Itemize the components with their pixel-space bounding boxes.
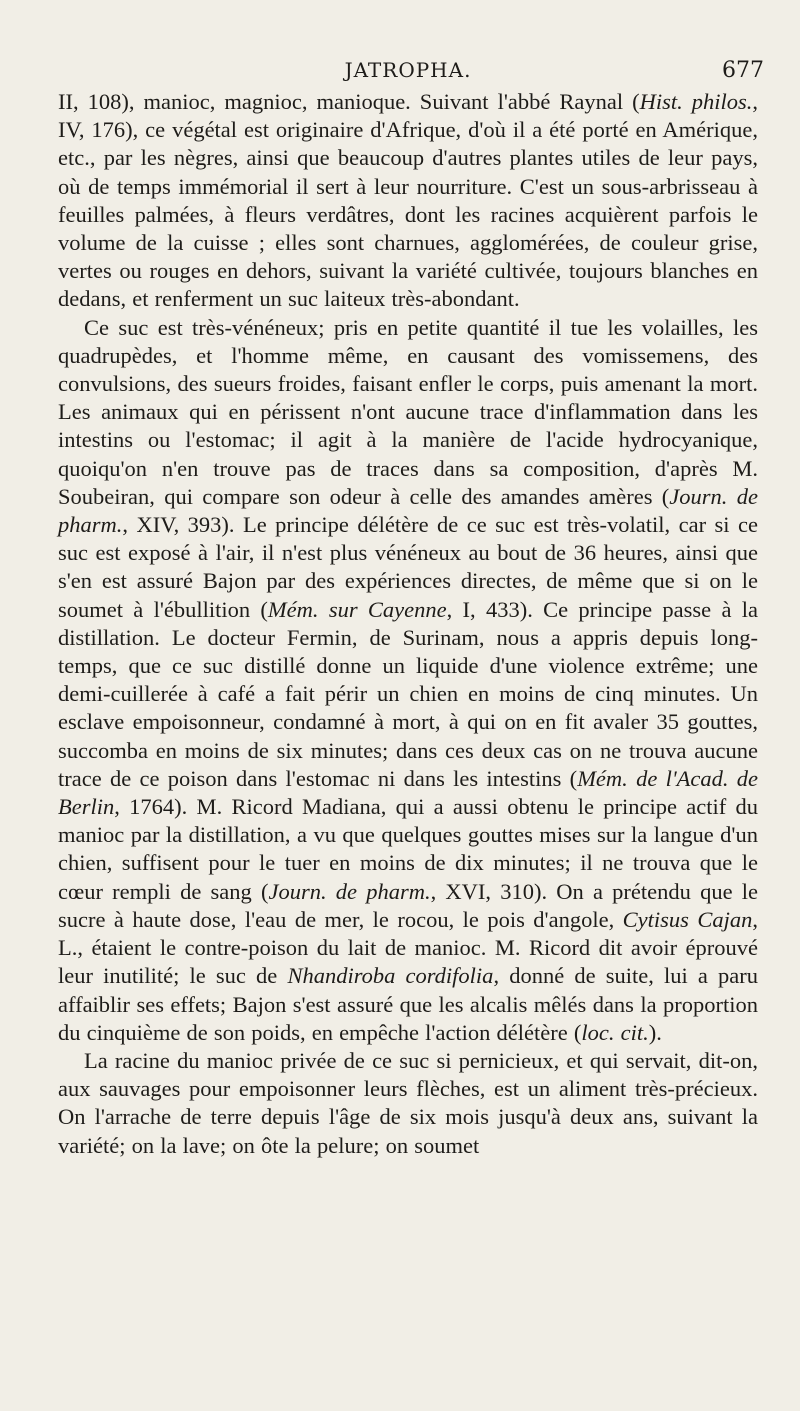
text-run: , donné de suite, lui a paru affaiblir ses effets; Bajon s'est assuré que les alcalis mêlés dans la proportion du cinquième de son poids, en empêche l'action délétère ( [58,963,759,1045]
citation-italic: Journ. de pharm. [58,483,758,538]
text-run: , XVI, 310). On a prétendu que le sucre à haute dose, l'eau de mer, le rocou, le pois d'angole, [58,878,758,932]
text-run: La racine du manioc privée de ce suc si pernicieux, et qui servait, dit-on, aux sauvages pour empoisonner leurs flèches, est un aliment très-précieux. On l'arrache de terre depuis l'âge de six mois jusqu'à deux ans, suivant la variété; on la lave; on ôte la pelure; on soumet [58,1047,758,1158]
citation-italic: Hist. philos. [639,89,753,114]
citation-italic: Mém. sur Cayenne [267,596,447,622]
body-text [58,88,758,1160]
text-run: , L., étaient le contre-poison du lait de manioc. M. Ricord dit avoir éprouvé leur inutilité; le suc de [58,906,758,989]
text-run: ). [648,1019,662,1045]
book-page [58,58,764,1398]
citation-italic: loc. cit. [581,1019,649,1045]
page-header [58,58,764,88]
paragraph [58,314,758,1047]
text-run: , XIV, 393). Le principe délétère de ce suc est très-volatil, car si ce suc est exposé à l'air, il n'est plus vénéneux au bout de 36 heures, ainsi que s'en est assuré Bajon par des expériences directes, de même que si on le soumet à l'ébullition ( [58,512,758,622]
text-run: Ce suc est très-vénéneux; pris en petite quantité il tue les volailles, les quadrupèdes, et l'homme même, en causant des vomissemens, des convulsions, des sueurs froides, faisant enfler le corps, puis amenant la mort. Les animaux qui en périssent n'ont aucune trace d'inflammation dans les intestins ou l'estomac; il agit à la manière de l'acide hydrocyanique, quoiqu'on n'en trouve pas de traces dans sa composition, d'après M. Soubeiran, qui compare son odeur à celle des amandes amères ( [58,314,758,509]
text-run: , 1764). M. Ricord Madiana, qui a aussi obtenu le principe actif du manioc par la distillation, a vu que quelques gouttes mises sur la langue d'un chien, suffisent pour le tuer en moins de dix minutes; il ne trouva que le cœur rempli de sang ( [58,794,758,904]
citation-italic: Nhandiroba cordifolia [287,963,494,989]
paragraph [58,88,758,314]
text-run: , IV, 176), ce végétal est originaire d'Afrique, d'où il a été porté en Amérique, etc., par les nègres, ainsi que beaucoup d'autres plantes utiles de leur pays, où de temps immémorial il sert à leur nourriture. C'est un sous-arbrisseau à feuilles palmées, à fleurs verdâtres, dont les racines acquièrent parfois le volume de la cuisse ; elles sont charnues, agglomérées, de couleur grise, vertes ou rouges en dehors, suivant la variété cultivée, toujours blanches en dedans, et renferment un suc laiteux très-abondant. [58,89,758,312]
page-number: 677 [722,58,764,83]
citation-italic: Cytisus Cajan [622,906,753,932]
text-run: II, 108), manioc, magnioc, manioque. Suivant l'abbé Raynal ( [58,89,640,114]
citation-italic: Mém. de l'Acad. de Berlin [58,765,759,820]
running-title: JATROPHA. [344,58,472,82]
text-run: , I, 433). Ce principe passe à la distillation. Le docteur Fermin, de Surinam, nous a appris depuis long-temps, que ce suc distillé donne un liquide d'une violence extrême; une demi-cuillerée à café a fait périr un chien en moins de cinq minutes. Un esclave empoisonneur, condamné à mort, à qui on en fit avaler 35 gouttes, succomba en moins de six minutes; dans ces deux cas on ne trouva aucune trace de ce poison dans l'estomac ni dans les intestins ( [58,596,758,791]
paragraph [58,1047,758,1160]
citation-italic: Journ. de pharm. [268,878,431,904]
